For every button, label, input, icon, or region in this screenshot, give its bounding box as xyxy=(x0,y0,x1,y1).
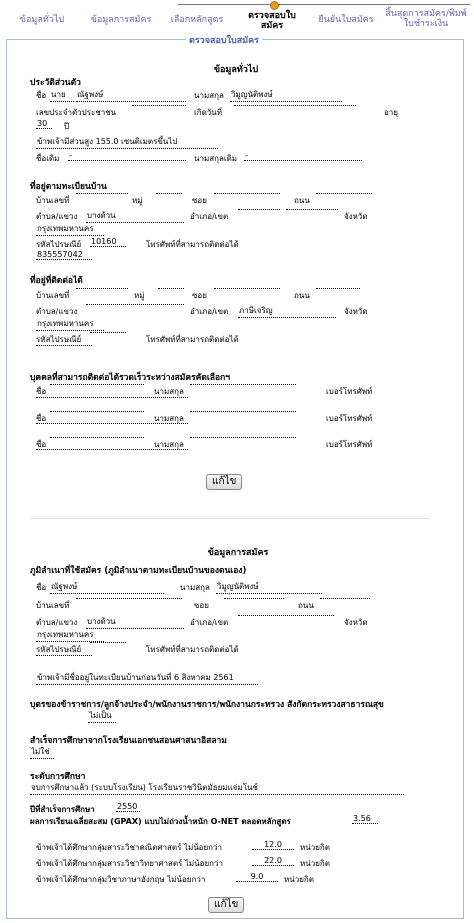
progress-line xyxy=(178,4,470,5)
reg-postcode-value: 10160 xyxy=(90,237,126,247)
app-house-label: บ้านเลขที่ xyxy=(36,601,70,610)
reg-road-label: ถนน xyxy=(294,196,310,205)
emergency1-phone-value xyxy=(36,397,188,398)
personal-title: ประวัติส่วนตัว xyxy=(30,78,81,88)
reg-province-label: จังหวัด xyxy=(344,212,368,221)
last-name-label: นามสกุล xyxy=(194,91,224,100)
citizen-id-value xyxy=(132,105,186,106)
tab-confirm[interactable]: ยืนยันใบสมัคร xyxy=(318,15,374,25)
contact-province-value: กรุงเทพมหานคร xyxy=(36,317,104,331)
islamic-value: ไม่ใช่ xyxy=(30,745,54,759)
tab-general[interactable]: ข้อมูลทั่วไป xyxy=(19,15,65,25)
contact-moo-value xyxy=(158,288,184,289)
contact-road-label: ถนน xyxy=(294,291,310,300)
app-soi-label: ซอย xyxy=(194,601,209,610)
app-postcode-label: รหัสไปรษณีย์ xyxy=(36,645,82,654)
contact-soi-value xyxy=(214,288,280,289)
app-last-name-label: นามสกุล xyxy=(180,583,210,592)
emergency2-first-value xyxy=(50,411,144,412)
emergency1-first-value xyxy=(50,384,144,385)
emergency1-last-value xyxy=(190,384,296,385)
application-heading: ข้อมูลการสมัคร xyxy=(207,548,269,558)
gpax-value: 3.56 xyxy=(352,814,378,824)
app-amphoe-label: อำเภอ/เขต xyxy=(190,618,229,627)
reg-house-value xyxy=(76,193,128,194)
app-house-value xyxy=(76,598,182,599)
emergency-title: บุคคลที่สามารถติดต่อได้รวดเร็วระหว่างสมัครคัดเลือกฯ xyxy=(30,373,231,383)
app-amphoe-value xyxy=(238,615,334,616)
tab-review[interactable]: ตรวจสอบใบสมัคร xyxy=(248,11,296,31)
app-phone-label: โทรศัพท์ที่สามารถติดต่อได้ xyxy=(146,645,239,654)
age-label: อายุ xyxy=(384,108,398,117)
emergency3-last-value xyxy=(190,437,296,438)
app-province-label: จังหวัด xyxy=(344,618,368,627)
contact-province-label: จังหวัด xyxy=(344,307,368,316)
dob-label: เกิดวันที่ xyxy=(194,108,223,117)
gpax-label: ผลการเรียนเฉลี่ยสะสม (GPAX) แบบไม่ถ่วงน้ำหนัก O-NET ตลอดหลักสูตร xyxy=(30,817,291,826)
reg-amphoe-label: อำเภอ/เขต xyxy=(190,212,229,221)
eng-credits: 9.0 xyxy=(236,872,278,882)
sci-unit: หน่วยกิต xyxy=(300,859,330,868)
edu-title: ระดับการศึกษา xyxy=(30,772,86,782)
reg-phone-label: โทรศัพท์ที่สามารถติดต่อได้ xyxy=(146,240,239,249)
app-first-name-value: ณัฐพงษ์ xyxy=(50,580,164,594)
emergency3-first-value xyxy=(50,437,144,438)
emergency1-phone-label: เบอร์โทรศัพท์ xyxy=(326,387,373,396)
reg-moo-label: หมู่ xyxy=(132,196,143,205)
contact-tambon-label: ตำบล/แขวง xyxy=(36,307,78,316)
emergency1-last-label: นามสกุล xyxy=(154,387,184,396)
reg-moo-value xyxy=(156,193,182,194)
math-label: ข้าพเจ้าได้ศึกษากลุ่มสาระวิชาคณิตศาสตร์ ไม่น้อยกว่า xyxy=(36,843,222,852)
tab-finish[interactable]: สิ้นสุดการสมัคร/พิมพ์ใบชำระเงิน xyxy=(385,9,467,29)
first-name-value: ณัฐพงษ์ xyxy=(76,88,186,102)
app-postcode-value xyxy=(90,642,126,643)
section-divider xyxy=(30,518,430,519)
emergency3-first-label: ชื่อ xyxy=(36,440,47,449)
residence-statement: ข้าพเจ้ามีชื่ออยู่ในทะเบียนบ้านก่อนวันที่ 6 สิงหาคม 2561 xyxy=(36,671,258,685)
contact-postcode-value xyxy=(90,332,126,333)
contact-amphoe-label: อำเภอ/เขต xyxy=(190,307,229,316)
contact-phone-label: โทรศัพท์ที่สามารถติดต่อได้ xyxy=(146,335,239,344)
math-unit: หน่วยกิต xyxy=(300,843,330,852)
reg-amphoe-extra xyxy=(286,209,338,210)
contact-house-value xyxy=(76,288,128,289)
fieldset-legend: ตรวจสอบใบสมัคร xyxy=(186,33,262,47)
first-name-label: ชื่อ xyxy=(36,91,47,100)
grad-year-value: 2550 xyxy=(116,802,140,812)
age-value: 30 xyxy=(36,119,52,129)
app-soi-value xyxy=(224,598,284,599)
app-last-name-value: วิมูญนัติพงษ์ xyxy=(216,580,322,594)
reg-tambon-label: ตำบล/แขวง xyxy=(36,212,78,221)
contact-address-title: ที่อยู่ที่ติดต่อได้ xyxy=(30,276,83,286)
gov-title: บุตรของข้าราชการ/ลูกจ้างประจำ/พนักงานราชการ/พนักงานกระทรวง สังกัดกระทรวงสาธารณสุข xyxy=(30,700,384,710)
old-name-value: - xyxy=(68,151,186,161)
emergency2-last-value xyxy=(190,411,296,412)
app-road-value xyxy=(320,598,370,599)
reg-soi-value xyxy=(214,193,280,194)
old-name-label: ชื่อเดิม xyxy=(36,154,60,163)
eng-unit: หน่วยกิต xyxy=(284,875,314,884)
eng-label: ข้าพเจ้าได้ศึกษากลุ่มวิชาภาษาอังกฤษ ไม่น้อยกว่า xyxy=(36,875,206,884)
contact-soi-label: ซอย xyxy=(192,291,207,300)
citizen-id-label: เลขประจำตัวประชาชน xyxy=(36,108,117,117)
emergency3-phone-value xyxy=(36,449,188,450)
old-last-value: - xyxy=(244,151,362,161)
emergency3-phone-label: เบอร์โทรศัพท์ xyxy=(326,440,373,449)
sci-label: ข้าพเจ้าได้ศึกษากลุ่มสาระวิชาวิทยาศาสตร์ ไม่น้อยกว่า xyxy=(36,859,223,868)
reg-road-value xyxy=(316,193,372,194)
app-tambon-value: บางด้วน xyxy=(86,615,184,629)
contact-road-value xyxy=(316,288,360,289)
contact-tambon-value xyxy=(86,304,184,305)
islamic-title: สำเร็จการศึกษาจากโรงเรียนเอกชนสอนศาสนาอิสลาม xyxy=(30,736,227,746)
emergency2-phone-value xyxy=(36,423,188,424)
domicile-title: ภูมิลำเนาที่ใช้สมัคร (ภูมิลำเนาตามทะเบียนบ้านของตนเอง) xyxy=(30,566,247,576)
contact-phone-value xyxy=(36,345,92,346)
edit-general-button[interactable]: แก้ไข xyxy=(206,474,242,490)
reg-tambon-value: บางด้วน xyxy=(86,209,184,223)
edu-value: จบการศึกษาแล้ว (ระบบโรงเรียน) โรงเรียนราชวินิตมัธยมแจ่มโนช์ xyxy=(30,781,404,795)
reg-house-label: บ้านเลขที่ xyxy=(36,196,70,205)
contact-amphoe-value: ภาษีเจริญ xyxy=(238,304,336,318)
contact-moo-label: หมู่ xyxy=(134,291,145,300)
emergency1-first-label: ชื่อ xyxy=(36,387,47,396)
app-province-value: กรุงเทพมหานคร xyxy=(36,628,104,642)
tab-application[interactable]: ข้อมูลการสมัคร xyxy=(90,15,152,25)
reg-address-title: ที่อยู่ตามทะเบียนบ้าน xyxy=(30,182,107,192)
gov-value: ไม่เป็น xyxy=(88,709,116,723)
app-phone-value xyxy=(36,655,92,656)
reg-amphoe-value xyxy=(238,209,280,210)
reg-postcode-label: รหัสไปรษณีย์ xyxy=(36,240,82,249)
last-name-value: วิมูญนัติพงษ์ xyxy=(230,88,342,102)
emergency2-first-label: ชื่อ xyxy=(36,414,47,423)
app-road-label: ถนน xyxy=(298,601,314,610)
general-heading: ข้อมูลทั่วไป xyxy=(213,65,259,75)
sci-credits: 22.0 xyxy=(252,856,294,866)
old-last-label: นามสกุลเดิม xyxy=(194,154,238,163)
edit-application-button[interactable]: แก้ไข xyxy=(208,897,244,913)
app-tambon-label: ตำบล/แขวง xyxy=(36,618,78,627)
app-first-name-label: ชื่อ xyxy=(36,583,47,592)
dob-value xyxy=(234,105,356,106)
tab-course[interactable]: เลือกหลักสูตร xyxy=(170,15,224,25)
year-label: ปี xyxy=(64,122,70,131)
contact-postcode-label: รหัสไปรษณีย์ xyxy=(36,335,82,344)
grad-year-label: ปีที่สำเร็จการศึกษา xyxy=(30,805,95,814)
reg-province-value: กรุงเทพมหานคร xyxy=(36,222,104,236)
emergency2-last-label: นามสกุล xyxy=(154,414,184,423)
emergency2-phone-label: เบอร์โทรศัพท์ xyxy=(326,414,373,423)
progress-marker xyxy=(270,1,279,10)
height-statement: ข้าพเจ้ามีส่วนสูง 155.0 เซนติเมตรขึ้นไป xyxy=(36,135,218,149)
math-credits: 12.0 xyxy=(252,840,294,850)
contact-house-label: บ้านเลขที่ xyxy=(36,291,70,300)
reg-soi-label: ซอย xyxy=(192,196,207,205)
prefix-value: นาย xyxy=(50,88,74,102)
emergency3-last-label: นามสกุล xyxy=(154,440,184,449)
reg-phone-value: 835557042 xyxy=(36,250,92,260)
